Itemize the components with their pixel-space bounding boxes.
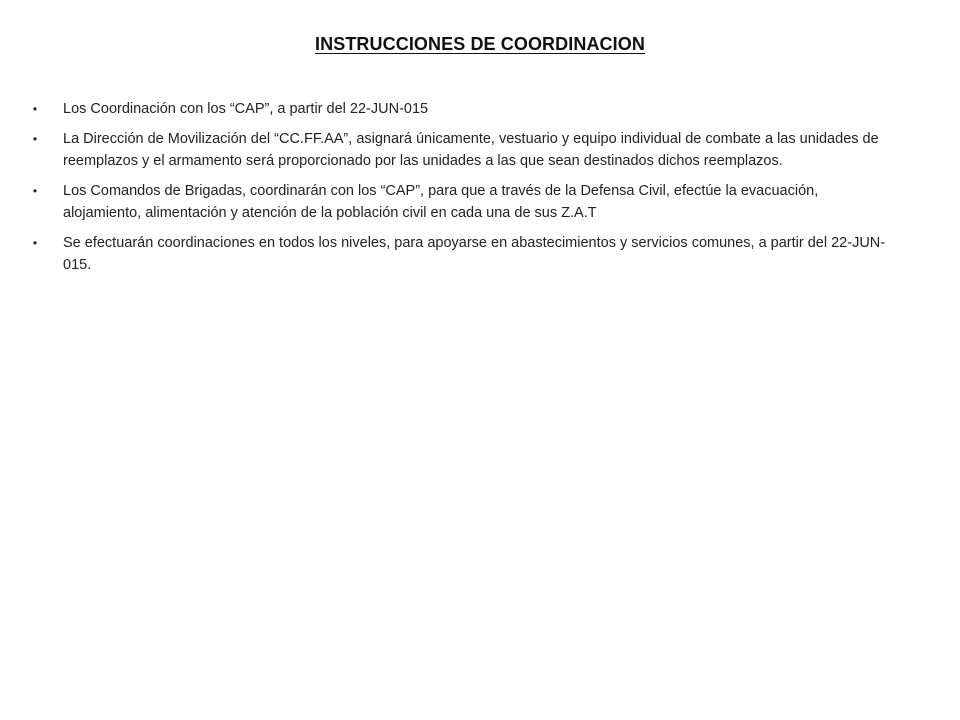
- bullet-text: Los Comandos de Brigadas, coordinarán con los “CAP”, para que a través de la Defensa Civil, efectúe la evacuación, alojamiento, alimentación y atención de la población civil en cada una de sus Z.A.T: [63, 183, 819, 221]
- bullet-icon: •: [32, 236, 38, 250]
- bullet-list: [30, 98, 900, 284]
- list-item: [30, 232, 900, 276]
- list-item: [30, 180, 900, 224]
- slide-title: INSTRUCCIONES DE COORDINACION: [315, 34, 645, 54]
- bullet-text: Se efectuarán coordinaciones en todos los niveles, para apoyarse en abastecimientos y servicios comunes, a partir del 22-JUN-015.: [63, 235, 886, 273]
- list-item: [30, 98, 900, 120]
- bullet-icon: •: [32, 132, 38, 146]
- bullet-text: La Dirección de Movilización del “CC.FF.AA”, asignará únicamente, vestuario y equipo individual de combate a las unidades de reemplazos y el armamento será proporcionado por las unidades a las que sean destinados dichos reemplazos.: [63, 131, 879, 169]
- bullet-text: Los Coordinación con los “CAP”, a partir del 22-JUN-015: [63, 101, 429, 117]
- bullet-icon: •: [32, 184, 38, 198]
- bullet-icon: •: [32, 102, 38, 116]
- list-item: [30, 128, 900, 172]
